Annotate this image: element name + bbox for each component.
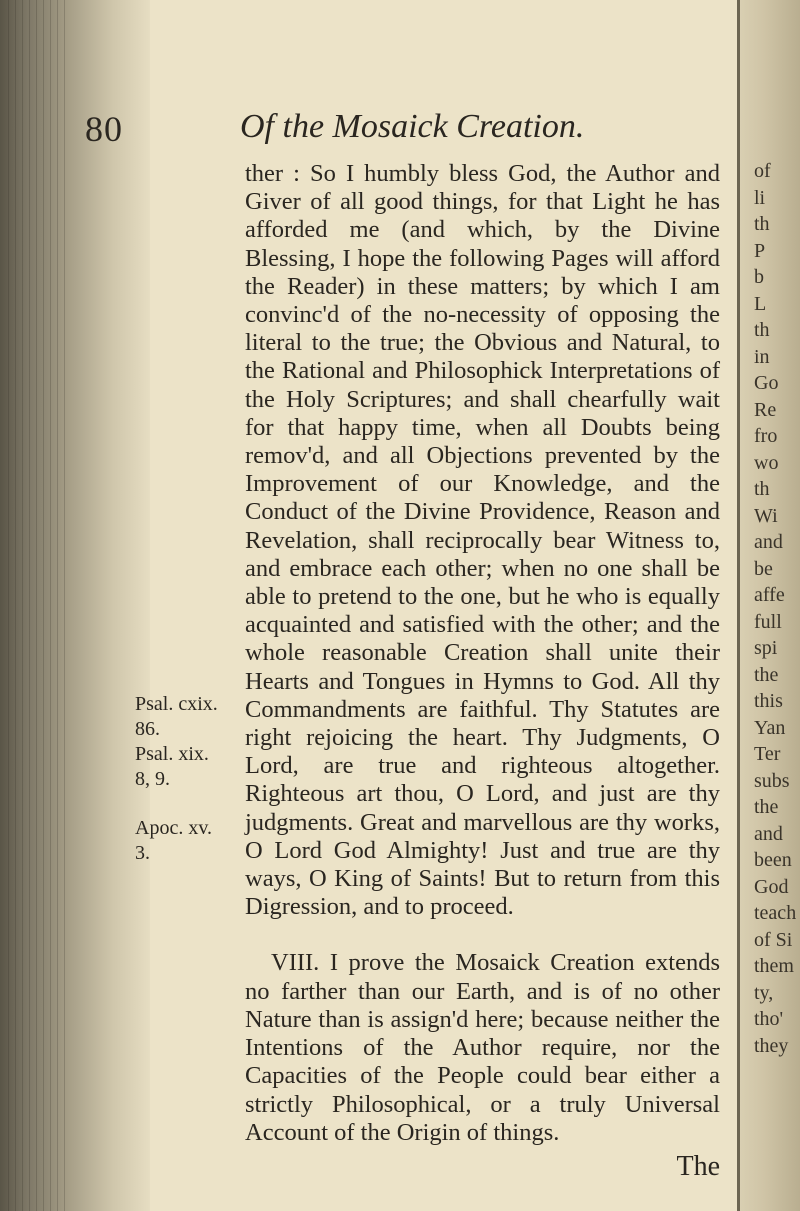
adjacent-page-fragment: b <box>754 266 764 288</box>
adjacent-page-fragment: li <box>754 186 766 209</box>
paragraph: ther : So I humbly bless God, the Author and Giver of all good things, for that Light he has afforded me (and which, by the Divine Blessing, I hope the following Pages will afford the Reader) in these matters; by which I am convinc'd of the no-necessity of opposing the literal to the true; the Obvious and Natural, to the Rational and Philosophick Interpretations of the Holy Scriptures; and shall chearfully wait for that happy time, when all Doubts being remov'd, and all Objections prevented by the Improvement of our Knowledge, and the Conduct of the Divine Providence, Reason and Revelation, shall reciprocally bear Witness to, and embrace each other; when no one shall be able to pretend to the one, but he who is equally acquainted and satisfied with the other; and the whole reasonable Creation shall unite their Hearts and Tongues in Hymns to God. All thy Commandments are faithful. Thy Statutes are right rejoicing the heart. Thy Judgments, O Lord, are true and righteous altogether. Righteous art thou, O Lord, and just are thy judgments. Great and marvellous are thy works, O Lord God Almighty! Just and true are thy ways, O King of Saints! But to return from this Digression, and to proceed. <box>245 160 720 921</box>
adjacent-page-fragment: Re <box>754 398 777 421</box>
adjacent-page-fragment: of Si <box>754 928 793 951</box>
adjacent-page-fragment: tho' <box>754 1008 784 1030</box>
margin-note: 8, 9. <box>135 768 170 790</box>
adjacent-page-fragment: been <box>754 849 792 871</box>
adjacent-page-fragment: subs <box>754 769 790 792</box>
adjacent-page-fragment: full <box>754 610 782 633</box>
margin-note: 3. <box>135 842 150 864</box>
adjacent-page-fragment: th <box>754 319 770 341</box>
margin-note: Psal. cxix. <box>135 693 218 715</box>
page-number: 80 <box>85 109 123 149</box>
adjacent-page-fragment: be <box>754 557 773 580</box>
adjacent-page-fragment: this <box>754 690 783 712</box>
adjacent-page-fragment: and <box>754 822 783 845</box>
adjacent-page-fragment: the <box>754 796 779 818</box>
catchword: The <box>676 1150 720 1182</box>
margin-note: Psal. xix. <box>135 743 209 765</box>
adjacent-page-fragment: L <box>754 292 767 315</box>
adjacent-page-fragment: of <box>754 160 771 182</box>
adjacent-page-fragment: Wi <box>754 504 778 527</box>
adjacent-page-edge <box>737 0 800 1211</box>
adjacent-page-fragment: in <box>754 345 770 368</box>
adjacent-page-fragment: spi <box>754 637 778 659</box>
adjacent-page-fragment: teach <box>754 902 797 924</box>
adjacent-page-fragment: they <box>754 1034 789 1057</box>
paragraph: VIII. I prove the Mosaick Creation extends no farther than our Earth, and is of no other Nature than is assign'd here; because neither the Intentions of the Author require, nor the Capacities of the People could bear either a strictly Philosophical, or a truly Universal Account of the Origin of things. <box>245 949 720 1146</box>
adjacent-page-fragment: th <box>754 478 770 500</box>
adjacent-page-fragment: th <box>754 213 770 235</box>
adjacent-page-fragment: Go <box>754 372 779 394</box>
adjacent-page-fragment: affe <box>754 584 785 606</box>
adjacent-page-fragment: Yan <box>754 716 786 739</box>
margin-note: Apoc. xv. <box>135 817 213 839</box>
adjacent-page-fragment: Ter <box>754 743 781 765</box>
adjacent-page-fragment: the <box>754 663 779 686</box>
adjacent-page-fragment: P <box>754 239 766 262</box>
adjacent-page-fragment: God <box>754 875 789 898</box>
adjacent-page-fragment: ty, <box>754 981 774 1004</box>
binding-edges <box>8 0 68 1211</box>
margin-notes <box>135 692 245 866</box>
running-head: Of the Mosaick Creation. <box>240 108 585 145</box>
adjacent-page-fragment: and <box>754 531 783 553</box>
adjacent-page-fragment: wo <box>754 451 779 474</box>
adjacent-page-fragment: fro <box>754 425 778 447</box>
book-page <box>85 100 725 1182</box>
body-text <box>245 160 720 1181</box>
margin-note: 86. <box>135 718 160 740</box>
adjacent-page-fragment: them <box>754 955 794 977</box>
